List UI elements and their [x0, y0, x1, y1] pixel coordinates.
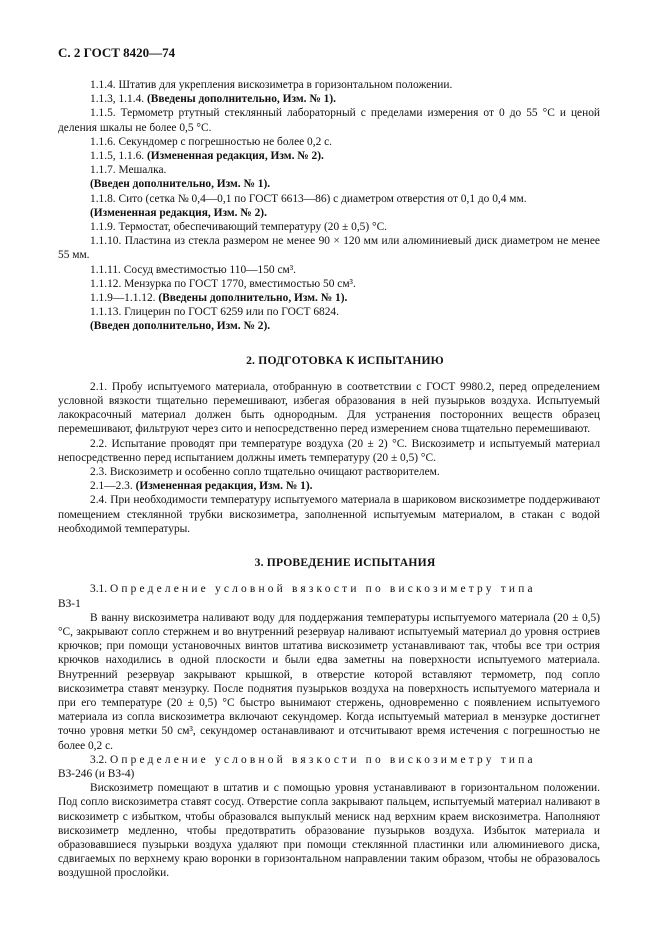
list-item: 1.1.4. Штатив для укрепления вискозиметра в горизонтальном положении.	[90, 79, 453, 91]
list-item: (Введен дополнительно, Изм. № 1).	[90, 178, 271, 191]
list-item: (Измененная редакция, Изм. № 2).	[90, 206, 267, 219]
paragraph-2-2: 2.2. Испытание проводят при температуре воздуха (20 ± 2) °С. Вискозиметр и испытуемый материал непосредственно перед испытанием должны иметь температуру (20 ± 0,5) °С.	[58, 437, 600, 464]
paragraph-2-1-2-3-note: 2.1—2.3. (Измененная редакция, Изм. № 1).	[90, 480, 313, 493]
list-item: 1.1.7. Мешалка.	[90, 164, 167, 177]
heading-3-1: 3.1. Определение условной вязкости по вискозиметру типа	[90, 583, 536, 596]
list-item: 1.1.10. Пластина из стекла размером не менее 90 × 120 мм или алюминиевый диск диаметром не менее 55 мм.	[58, 235, 600, 262]
page-header: С. 2 ГОСТ 8420—74	[58, 45, 176, 60]
paragraph-3-2: Вискозиметр помещают в штатив и с помощью уровня устанавливают в горизонтальном положении. Под сопло вискозиметра ставят сосуд. Отверстие сопла закрывают пальцем, испытуемый материал наливают в вискозиметр с избытком, чтобы образовался выпуклый мениск над верхним краем вискозиметра. Наполняют вискозиметр медленно, чтобы предотвратить образование пузырьков воздуха. Избыток материала и образовавшиеся пузырьки воздуха удаляют при помощи стеклянной пластинки или алюминиевого диска, сдвигаемых по верхнему краю воронки в горизонтальном направлении таким образом, чтобы не образовалось воздушной прослойки.	[58, 782, 600, 880]
list-item: 1.1.6. Секундомер с погрешностью не более 0,2 с.	[90, 135, 333, 148]
paragraph-3-1: В ванну вискозиметра наливают воду для поддержания температуры испытуемого материала (20 ± 0,5) °С, закрывают сопло стержнем и во внутренний резервуар наливают испытуемый материал до уровня остриев крючков; при помощи установочных винтов штатива вискозиметр устанавливают так, чтобы все три острия крючков находились в одной плоскости и были едва заметны на поверхности испытуемого материала. Внутренний резервуар закрывают крышкой, в отверстие которой вставляют термометр, под сопло вискозиметра ставят мензурку. После поднятия пузырьков воздуха на поверхность испытуемого материала и при его температуре (20 ± 0,5) °С быстро вынимают стержень, одновременно с появлением испытуемого материала из сопла вискозиметра включают секундомер. Когда испытуемый материал в мензурке достигнет точно уровня метки 50 см³, секундомер останавливают и отсчитывают время истечения с погрешностью не более 0,2 с.	[58, 611, 600, 752]
section-2-title: 2. ПОДГОТОВКА К ИСПЫТАНИЮ	[246, 353, 444, 367]
paragraph-2-1: 2.1. Пробу испытуемого материала, отобранную в соответствии с ГОСТ 9980.2, перед определением условной вязкости тщательно перемешивают, избегая образования в ней пузырьков воздуха. Испытуемый лакокрасочный материал должен быть однородным. Для устранения посторонних веществ образец перемешивают, фильтруют через сито и непосредственно перед измерением снова тщательно перемешивают.	[58, 380, 600, 436]
paragraph-2-3: 2.3. Вискозиметр и особенно сопло тщательно очищают растворителем.	[90, 466, 440, 479]
list-item: 1.1.13. Глицерин по ГОСТ 6259 или по ГОСТ 6824.	[90, 306, 339, 319]
list-item: 1.1.5, 1.1.6. (Измененная редакция, Изм. № 2).	[90, 150, 324, 163]
list-item: 1.1.11. Сосуд вместимостью 110—150 см³.	[90, 263, 296, 276]
list-item: 1.1.5. Термометр ртутный стеклянный лабораторный с пределами измерения от 0 до 55 °С и ценой деления шкалы не более 0,5 °С.	[58, 107, 600, 134]
section-3-title: 3. ПРОВЕДЕНИЕ ИСПЫТАНИЯ	[254, 556, 436, 570]
heading-3-1-type: ВЗ-1	[58, 597, 81, 610]
heading-3-2-type: ВЗ-246 (и ВЗ-4)	[58, 767, 135, 780]
heading-3-2: 3.2. Определение условной вязкости по вискозиметру типа	[90, 753, 536, 766]
equipment-list	[58, 78, 600, 334]
list-item: (Введен дополнительно, Изм. № 2).	[90, 320, 271, 333]
paragraph-2-4: 2.4. При необходимости температуру испытуемого материала в шариковом вискозиметре поддерживают помещением стеклянной трубки вискозиметра, заполненной испытуемым материалом, в стакан с водой необходимой температуры.	[58, 494, 600, 535]
list-item: 1.1.8. Сито (сетка № 0,4—0,1 по ГОСТ 6613—86) с диаметром отверстия от 0,1 до 0,4 мм.	[90, 192, 527, 205]
document-body	[58, 78, 600, 881]
list-item: 1.1.3, 1.1.4. (Введены дополнительно, Изм. № 1).	[90, 93, 336, 106]
list-item: 1.1.9. Термостат, обеспечивающий температуру (20 ± 0,5) °С.	[90, 221, 388, 234]
list-item: 1.1.12. Мензурка по ГОСТ 1770, вместимостью 50 см³.	[90, 277, 356, 290]
list-item: 1.1.9—1.1.12. (Введены дополнительно, Изм. № 1).	[90, 292, 348, 305]
